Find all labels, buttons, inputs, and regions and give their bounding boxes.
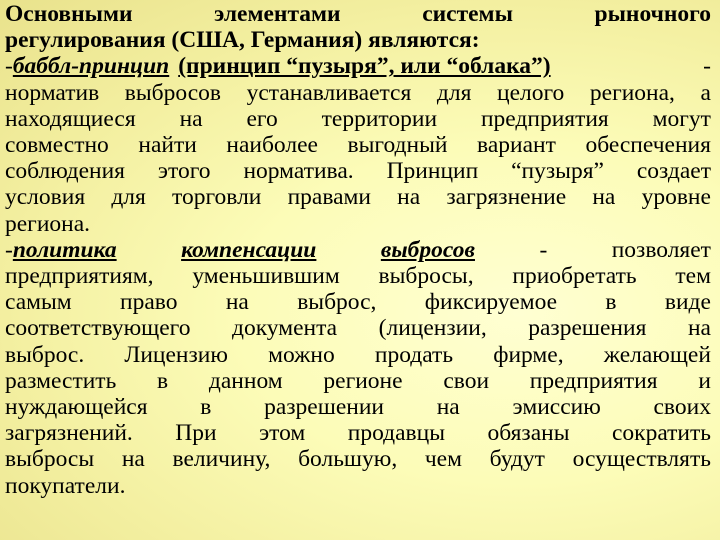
item1-last: региона. xyxy=(5,210,91,237)
item1-prefix: - xyxy=(5,53,13,80)
body-word: своих xyxy=(653,394,711,421)
body-word: выброс. xyxy=(5,341,85,368)
item1-term-group xyxy=(5,53,551,79)
body-word: фирме, xyxy=(493,341,564,368)
body-word: осуществлять xyxy=(572,446,711,473)
body-word: приобретать xyxy=(512,263,637,290)
item2-body-line xyxy=(5,368,711,394)
body-word: величину, xyxy=(172,446,271,473)
item2-body-line xyxy=(5,446,711,472)
body-word: будут xyxy=(489,446,545,473)
item2-prefix: - xyxy=(5,236,13,263)
item2-body-line xyxy=(5,289,711,315)
item2-body-line xyxy=(5,394,711,420)
item2-term-word-1 xyxy=(5,237,117,263)
body-word: на xyxy=(436,394,460,421)
body-word: и xyxy=(698,367,711,394)
body-word: норматива. xyxy=(243,158,354,185)
body-word: уменьшившим xyxy=(192,263,340,290)
body-word: этом xyxy=(259,420,306,447)
item1-term-italic: баббл-принцип xyxy=(12,53,170,80)
body-word: предприятиям, xyxy=(5,263,154,290)
body-word: большую, xyxy=(298,446,398,473)
body-word: самым xyxy=(5,289,72,316)
body-word: эмиссию xyxy=(512,394,601,421)
body-word: загрязнение xyxy=(446,184,567,211)
body-word: выброс, xyxy=(297,289,377,316)
body-word: создает xyxy=(636,158,711,185)
body-word: в xyxy=(157,367,169,394)
item1-last-line xyxy=(5,211,711,237)
body-word: фиксируемое xyxy=(424,289,558,316)
item2-last: покупатели. xyxy=(5,472,126,499)
item2-body-line xyxy=(5,263,711,289)
heading-word: Основными xyxy=(5,1,133,27)
body-word: на xyxy=(397,184,421,211)
body-word: чем xyxy=(424,446,462,473)
body-word: найти xyxy=(138,132,197,159)
body-word: свои xyxy=(443,367,490,394)
body-word: можно xyxy=(268,341,335,368)
item1-body-line xyxy=(5,184,711,210)
item2-dash: - xyxy=(539,236,548,263)
body-word: предприятия xyxy=(529,367,658,394)
body-word: на xyxy=(225,289,249,316)
heading-word: системы xyxy=(422,1,513,27)
body-word: виде xyxy=(664,289,711,316)
body-word: Принцип xyxy=(386,158,479,185)
body-word: разрешения xyxy=(528,315,647,342)
body-word: этого xyxy=(157,158,211,185)
heading-line-1 xyxy=(5,1,711,27)
body-word: могут xyxy=(652,105,711,132)
item1-body-line xyxy=(5,132,711,158)
body-word: для xyxy=(436,79,472,106)
body-word: в xyxy=(200,394,212,421)
body-word: наиболее xyxy=(226,132,318,159)
body-word: разрешении xyxy=(264,394,384,421)
body-word: продавцы xyxy=(347,420,446,447)
body-word: право xyxy=(120,289,178,316)
body-word: загрязнений. xyxy=(5,420,133,447)
item2-term-word: выбросов xyxy=(380,236,475,263)
body-word: на xyxy=(592,184,616,211)
item1-term-line xyxy=(5,53,711,79)
body-word: условия xyxy=(5,184,86,211)
body-word: “пузыря” xyxy=(511,158,604,185)
item2-body xyxy=(5,263,711,473)
body-word: предприятия xyxy=(480,105,609,132)
item2-last-line xyxy=(5,473,711,499)
item2-term-word: политика xyxy=(12,236,117,263)
body-word: в xyxy=(605,289,617,316)
body-word: соответствующего xyxy=(5,315,191,342)
body-word: нуждающейся xyxy=(5,394,148,421)
body-word: его xyxy=(246,105,278,132)
body-word: на xyxy=(121,446,145,473)
body-word: обеспечения xyxy=(585,132,711,159)
body-word: сократить xyxy=(611,420,711,447)
body-word: выбросы, xyxy=(378,263,474,290)
heading-word: элементами xyxy=(214,1,341,27)
body-word: для xyxy=(111,184,146,211)
body-word: на xyxy=(179,105,203,132)
body-word: на xyxy=(687,315,711,342)
body-word: документа xyxy=(232,315,338,342)
body-word: территории xyxy=(321,105,438,132)
body-word: региона, xyxy=(589,79,675,106)
body-word: При xyxy=(175,420,217,447)
body-word: (лицензии, xyxy=(378,315,487,342)
body-word: торговли xyxy=(172,184,262,211)
body-word: выбросов xyxy=(124,79,221,106)
heading-text: регулирования (США, Германия) являются: xyxy=(5,27,480,54)
item1-term-paren: (принцип “пузыря”, или “облака”) xyxy=(178,53,551,80)
body-word: обязаны xyxy=(487,420,570,447)
item1-body-line xyxy=(5,80,711,106)
body-word: соблюдения xyxy=(5,158,125,185)
body-word: желающей xyxy=(603,341,711,368)
slide-text xyxy=(5,1,711,499)
body-word: выгодный xyxy=(347,132,448,159)
item1-dash: - xyxy=(703,53,711,80)
item2-body-line xyxy=(5,315,711,341)
heading-line-2 xyxy=(5,27,711,53)
body-word: выбросы xyxy=(5,446,95,473)
body-word: находящиеся xyxy=(5,105,136,132)
body-word: а xyxy=(700,79,711,106)
item1-body xyxy=(5,80,711,211)
body-word: вариант xyxy=(477,132,556,159)
heading-word: рыночного xyxy=(594,1,711,27)
body-word: устанавливается xyxy=(246,79,412,106)
body-word: целого xyxy=(497,79,565,106)
item2-body-line xyxy=(5,420,711,446)
body-word: уровне xyxy=(641,184,711,211)
body-word: регионе xyxy=(323,367,403,394)
item1-body-line xyxy=(5,106,711,132)
item2-after: позволяет xyxy=(611,236,711,263)
body-word: продать xyxy=(374,341,454,368)
body-word: Лицензию xyxy=(124,341,228,368)
body-word: данном xyxy=(208,367,283,394)
body-word: разместить xyxy=(5,367,117,394)
item2-term-line xyxy=(5,237,711,263)
body-word: совместно xyxy=(5,132,109,159)
body-word: норматив xyxy=(5,79,100,106)
body-word: правами xyxy=(287,184,371,211)
item1-body-line xyxy=(5,158,711,184)
item2-body-line xyxy=(5,342,711,368)
item2-term-word: компенсации xyxy=(181,236,317,263)
body-word: тем xyxy=(675,263,711,290)
